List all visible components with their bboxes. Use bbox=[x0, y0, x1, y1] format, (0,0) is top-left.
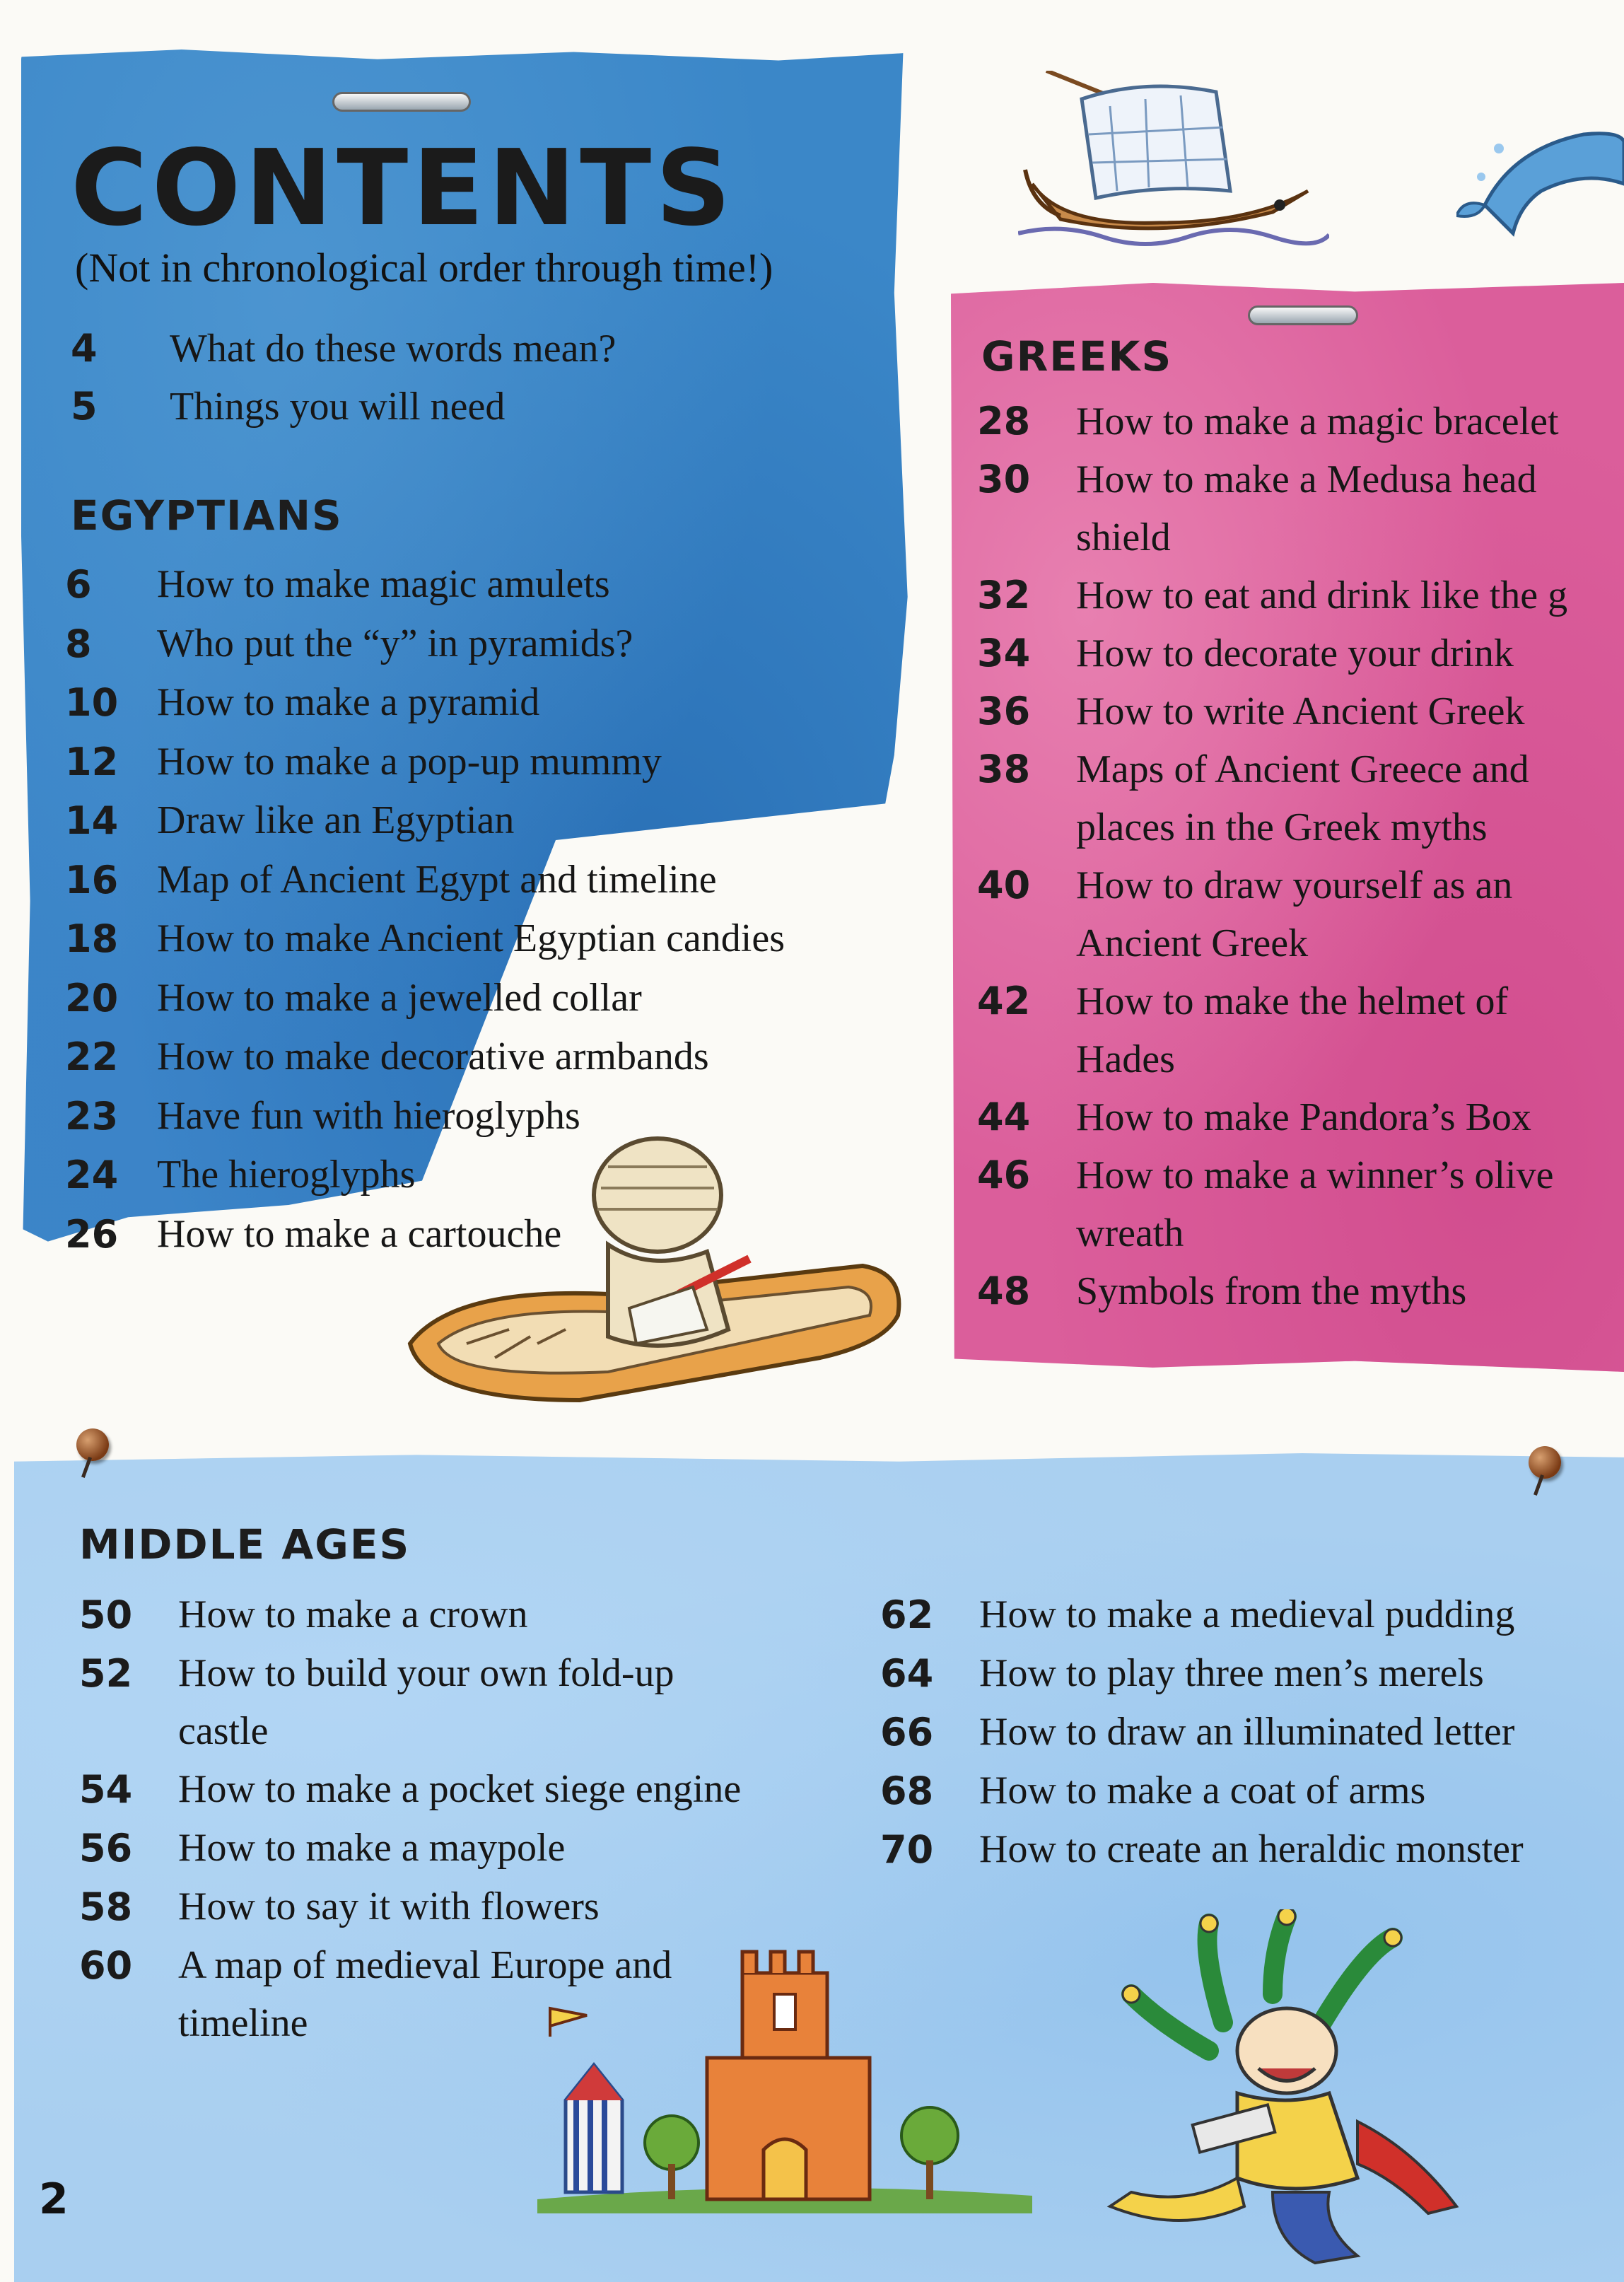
list-item bbox=[65, 555, 913, 615]
entry-title: How to make a winner’s olive wreath bbox=[1076, 1153, 1554, 1255]
entry-title: How to make magic amulets bbox=[157, 562, 610, 606]
entry-title: How to make a crown bbox=[178, 1593, 528, 1636]
list-item bbox=[880, 1762, 1623, 1820]
page-number-label: 12 bbox=[65, 739, 119, 784]
page-number-label: 18 bbox=[65, 916, 119, 961]
list-item bbox=[977, 566, 1624, 624]
list-item bbox=[880, 1585, 1623, 1644]
page-number-label: 23 bbox=[65, 1093, 119, 1139]
list-item bbox=[977, 1262, 1624, 1320]
entry-title: How to make the helmet of Hades bbox=[1076, 979, 1509, 1081]
list-item bbox=[977, 392, 1624, 450]
list-item bbox=[65, 673, 913, 733]
entry-title: How to make Ancient Egyptian candies bbox=[157, 916, 785, 960]
page-number-label: 30 bbox=[977, 457, 1031, 501]
page-number-label: 22 bbox=[65, 1035, 119, 1079]
section-heading-middle-ages: MIDDLE AGES bbox=[79, 1520, 411, 1568]
page-number-label: 66 bbox=[880, 1710, 934, 1754]
page-number-label: 28 bbox=[977, 399, 1031, 443]
entry-title: How to make a jewelled collar bbox=[157, 975, 642, 1020]
page-number-label: 64 bbox=[880, 1651, 934, 1696]
entry-title: How to decorate your drink bbox=[1076, 631, 1514, 675]
list-item bbox=[65, 615, 913, 674]
list-item bbox=[880, 1703, 1623, 1762]
jester-illustration bbox=[1061, 1909, 1513, 2277]
entry-title: How to make decorative armbands bbox=[157, 1035, 709, 1078]
greek-ship-illustration bbox=[1018, 71, 1329, 248]
pushpin-icon bbox=[1529, 1446, 1561, 1479]
entry-title: How to draw yourself as an Ancient Greek bbox=[1076, 863, 1513, 965]
list-item bbox=[977, 740, 1624, 856]
castle-illustration bbox=[537, 1923, 1032, 2213]
mummy-illustration bbox=[396, 1131, 919, 1414]
page-number-label: 54 bbox=[79, 1767, 133, 1812]
entry-title: Map of Ancient Egypt and timeline bbox=[157, 857, 717, 902]
page-number-label: 36 bbox=[977, 689, 1031, 733]
page-number-label: 5 bbox=[71, 384, 98, 429]
pushpin-icon bbox=[76, 1428, 109, 1461]
list-item bbox=[71, 320, 848, 378]
entry-title: How to play three men’s merels bbox=[979, 1651, 1484, 1695]
entry-title: How to build your own fold-up castle bbox=[178, 1651, 674, 1753]
intro-list bbox=[71, 320, 848, 436]
list-item bbox=[71, 378, 848, 436]
page-number-label: 20 bbox=[65, 975, 119, 1020]
entry-title: Who put the “y” in pyramids? bbox=[157, 621, 633, 665]
page-number-label: 70 bbox=[880, 1827, 934, 1872]
page-number-label: 46 bbox=[977, 1153, 1031, 1197]
list-item bbox=[65, 791, 913, 851]
list-item bbox=[79, 1644, 836, 1760]
page-number-label: 26 bbox=[65, 1211, 119, 1257]
list-item bbox=[65, 1028, 913, 1087]
list-item bbox=[79, 1760, 836, 1819]
page-number-label: 32 bbox=[977, 573, 1031, 617]
page-title: CONTENTS bbox=[71, 127, 735, 249]
entry-title: Things you will need bbox=[170, 385, 506, 429]
entry-title: How to write Ancient Greek bbox=[1076, 689, 1525, 733]
page-number-label: 68 bbox=[880, 1769, 934, 1813]
list-item bbox=[65, 733, 913, 792]
entry-title: How to make a coat of arms bbox=[979, 1769, 1426, 1812]
entry-title: How to draw an illuminated letter bbox=[979, 1710, 1515, 1754]
page-number-label: 62 bbox=[880, 1593, 934, 1637]
entry-title: How to make a medieval pudding bbox=[979, 1593, 1515, 1636]
page-number-label: 58 bbox=[79, 1885, 133, 1929]
page-number-label: 60 bbox=[79, 1943, 133, 1988]
section-heading-egyptians: EGYPTIANS bbox=[71, 491, 343, 540]
page-number-label: 34 bbox=[977, 631, 1031, 675]
page-number-label: 56 bbox=[79, 1826, 133, 1870]
entry-title: Draw like an Egyptian bbox=[157, 798, 515, 842]
list-item bbox=[79, 1585, 836, 1644]
page-number-label: 24 bbox=[65, 1153, 119, 1197]
entry-title: Symbols from the myths bbox=[1076, 1269, 1467, 1313]
entry-title: How to make a maypole bbox=[178, 1826, 566, 1870]
list-item bbox=[977, 1088, 1624, 1146]
dolphin-illustration bbox=[1456, 120, 1624, 248]
list-item bbox=[977, 682, 1624, 740]
page-number-label: 10 bbox=[65, 680, 119, 725]
page-number-label: 16 bbox=[65, 857, 119, 902]
list-item bbox=[65, 851, 913, 910]
section-heading-greeks: GREEKS bbox=[981, 332, 1173, 380]
list-item bbox=[977, 624, 1624, 682]
paper-clip-icon bbox=[332, 92, 471, 112]
entry-title: How to make a pocket siege engine bbox=[178, 1767, 742, 1811]
entry-title: How to make Pandora’s Box bbox=[1076, 1095, 1531, 1139]
middle-ages-list-right bbox=[880, 1585, 1623, 1879]
entry-title: How to say it with flowers bbox=[178, 1885, 600, 1928]
list-item bbox=[977, 450, 1624, 566]
entry-title: How to create an heraldic monster bbox=[979, 1827, 1524, 1871]
page-subtitle: (Not in chronological order through time!) bbox=[75, 245, 773, 291]
page-number-label: 6 bbox=[65, 562, 92, 607]
list-item bbox=[880, 1820, 1623, 1879]
entry-title: What do these words mean? bbox=[170, 327, 617, 371]
entry-title: Maps of Ancient Greece and places in the Greek myths bbox=[1076, 747, 1529, 849]
page-number-label: 52 bbox=[79, 1651, 133, 1696]
list-item bbox=[65, 909, 913, 969]
list-item bbox=[79, 1819, 836, 1878]
entry-title: A map of medieval Europe and timeline bbox=[178, 1943, 672, 2045]
page-number-label: 4 bbox=[71, 326, 98, 371]
paper-clip-icon bbox=[1248, 305, 1358, 325]
page-number-label: 8 bbox=[65, 621, 92, 666]
greeks-list bbox=[977, 392, 1624, 1320]
entry-title: The hieroglyphs bbox=[157, 1153, 416, 1197]
page-number-label: 50 bbox=[79, 1593, 133, 1637]
entry-title: How to eat and drink like the g bbox=[1076, 574, 1568, 617]
entry-title: How to make a pyramid bbox=[157, 680, 540, 724]
page-number-label: 42 bbox=[977, 979, 1031, 1023]
entry-title: How to make a Medusa head shield bbox=[1076, 458, 1537, 559]
list-item bbox=[880, 1644, 1623, 1703]
entry-title: How to make a pop-up mummy bbox=[157, 739, 662, 784]
page-number-label: 48 bbox=[977, 1269, 1031, 1313]
page-number-label: 14 bbox=[65, 798, 119, 843]
page-number-label: 44 bbox=[977, 1095, 1031, 1139]
list-item bbox=[977, 972, 1624, 1088]
entry-title: How to make a magic bracelet bbox=[1076, 400, 1559, 443]
page-number-label: 38 bbox=[977, 747, 1031, 791]
entry-title: How to make a cartouche bbox=[157, 1211, 562, 1256]
page-number: 2 bbox=[39, 2175, 69, 2224]
page-number-label: 40 bbox=[977, 863, 1031, 907]
list-item bbox=[977, 1146, 1624, 1262]
list-item bbox=[977, 856, 1624, 972]
entry-title: Have fun with hieroglyphs bbox=[157, 1093, 580, 1138]
list-item bbox=[65, 969, 913, 1028]
